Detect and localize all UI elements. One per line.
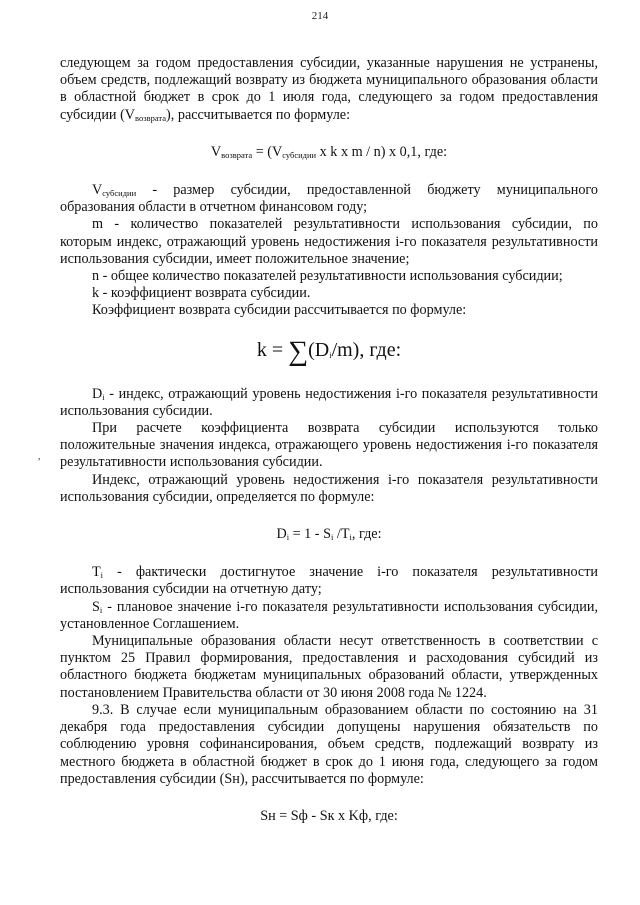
definition-v-subsidy: $V_{субсидии}$ - размер субсидии, предоставленной бюджету муниципального образования области в отчетном финансовом году; (60, 182, 598, 216)
formula-di: $D_i = 1 - S_i$ $/T_i$, где: (276, 526, 382, 543)
page-number: 214 (311, 10, 329, 22)
definition-m: m - количество показателей результативности использования субсидии, по которым индекс, отражающий уровень недостижения i-го показателя результативности использования субсидии, имеет положительное значение; (60, 216, 598, 267)
paragraph-continuation: следующем за годом предоставления субсидии, указанные нарушения не устранены, объем средств, подлежащий возврату из бюджета муниципального образования области в областной бюджет в срок до 1 июля года, следующего за годом предоставления субсидии $(V_{возврата})$, рассчитывается по формуле: (60, 55, 598, 123)
paragraph-k-formula-intro: Коэффициент возврата субсидии рассчитывается по формуле: (92, 302, 467, 319)
definition-ti: $T_i$ - фактически достигнутое значение i-го показателя результативности использования субсидии на отчетную дату; (60, 564, 598, 598)
definition-di: $D_i$ - индекс, отражающий уровень недостижения i-го показателя результативности использования субсидии. (60, 385, 598, 419)
paragraph-positive-values: При расчете коэффициента возврата субсидии используются только положительные значения индекса, отражающего уровень недостижения i-го показателя результативности использования субсидии. (60, 420, 598, 471)
definition-n: n - общее количество показателей результативности использования субсидии; (92, 268, 563, 285)
definition-si: $S_i$ - плановое значение i-го показателя результативности использования субсидии, установленное Соглашением. (60, 598, 598, 632)
formula-k: $k = \sum(D_i/m)$, где: (256, 335, 402, 367)
definition-k: k - коэффициент возврата субсидии. (92, 285, 311, 302)
formula-sn: Sн = Sф - Sк x Kф, где: (260, 807, 398, 824)
paragraph-responsibility: Муниципальные образования области несут ответственность в соответствии с пунктом 25 Правил формирования, предоставления и расходования субсидий из областного бюджета бюджетам муниципальных образований области, утвержденных постановлением Правительства области от 30 июня 2008 года № 1224. (60, 633, 598, 701)
scan-mark: , (38, 451, 41, 462)
paragraph-index-formula-intro: Индекс, отражающий уровень недостижения i-го показателя результативности использования субсидии, определяется по формуле: (60, 471, 598, 505)
document-body (60, 55, 598, 846)
formula-return-volume: $V_{возврата} = (V_{субсидии}$ x k x m / n) x 0,1, где: (210, 143, 448, 160)
paragraph-9-3: 9.3. В случае если муниципальным образованием области по состоянию на 31 декабря года предоставления субсидии допущены нарушения обязательств по соблюдению уровня софинансирования, объем средств, подлежащий возврату из местного бюджета в областной бюджет в срок до 1 июня года, следующего за годом предоставления субсидии (Sн), рассчитывается по формуле: (60, 701, 598, 787)
